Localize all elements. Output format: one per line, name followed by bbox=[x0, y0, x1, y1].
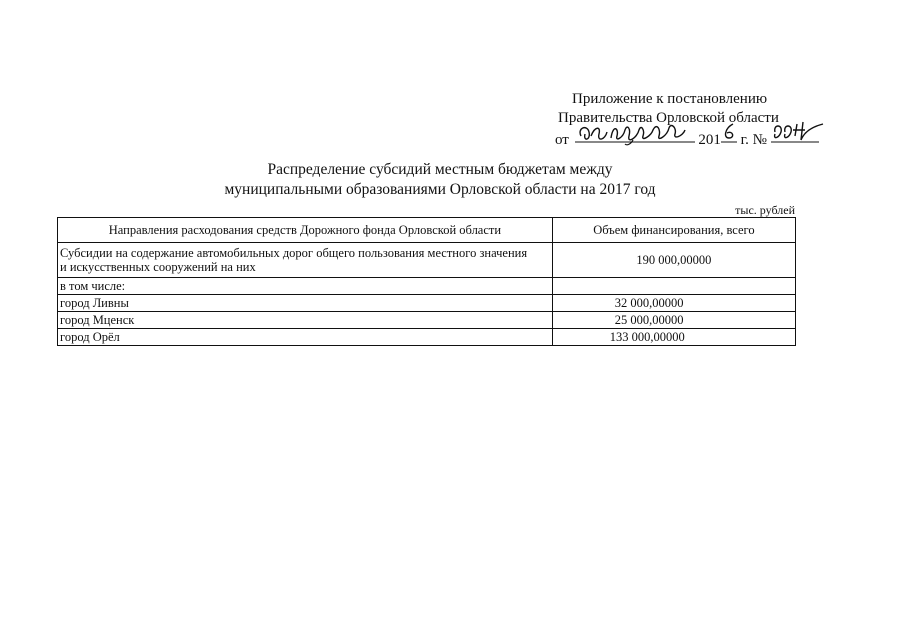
appendix-line-2: Правительства Орловской области bbox=[558, 110, 779, 126]
handwritten-number-drawing bbox=[771, 120, 827, 146]
handwritten-date bbox=[573, 128, 695, 144]
appendix-date-line bbox=[555, 128, 855, 150]
handwritten-date-drawing bbox=[573, 120, 695, 146]
table-row bbox=[58, 295, 796, 312]
appendix-header bbox=[555, 90, 855, 150]
city-value: 25 000,00000 bbox=[552, 312, 795, 329]
including-label: в том числе: bbox=[58, 278, 553, 295]
including-row bbox=[58, 278, 796, 295]
handwritten-year-digit bbox=[721, 128, 737, 144]
city-name: город Орёл bbox=[58, 329, 553, 346]
date-year-prefix: 201 bbox=[698, 132, 721, 148]
document-title-line-2: муниципальными образованиями Орловской области на 2017 год bbox=[224, 181, 656, 198]
header-direction: Направления расходования средств Дорожного фонда Орловской области bbox=[58, 218, 553, 243]
header-volume: Объем финансирования, всего bbox=[552, 218, 795, 243]
document-title-line-1: Распределение субсидий местным бюджетам между bbox=[267, 161, 613, 178]
including-value-empty bbox=[552, 278, 795, 295]
city-name: город Ливны bbox=[58, 295, 553, 312]
subsidy-table bbox=[57, 217, 796, 346]
city-value: 32 000,00000 bbox=[552, 295, 795, 312]
date-number-label: г. № bbox=[740, 132, 767, 148]
subsidy-total-row bbox=[58, 243, 796, 278]
subsidy-label-line-1: Субсидии на содержание автомобильных дорог общего пользования местного значения bbox=[60, 246, 528, 260]
table-row bbox=[58, 312, 796, 329]
city-name: город Мценск bbox=[58, 312, 553, 329]
date-prefix: от bbox=[555, 132, 569, 148]
subsidy-total-value: 190 000,00000 bbox=[552, 243, 795, 278]
subsidy-label-line-2: и искусственных сооружений на них bbox=[60, 260, 256, 274]
handwritten-year-digit-drawing bbox=[721, 120, 737, 146]
table-header-row bbox=[58, 218, 796, 243]
subsidy-label bbox=[58, 243, 553, 278]
units-label: тыс. рублей bbox=[735, 203, 795, 217]
city-value: 133 000,00000 bbox=[552, 329, 795, 346]
appendix-line-1: Приложение к постановлению bbox=[572, 91, 768, 107]
handwritten-number bbox=[771, 128, 819, 144]
table-row bbox=[58, 329, 796, 346]
document-title bbox=[200, 160, 680, 200]
